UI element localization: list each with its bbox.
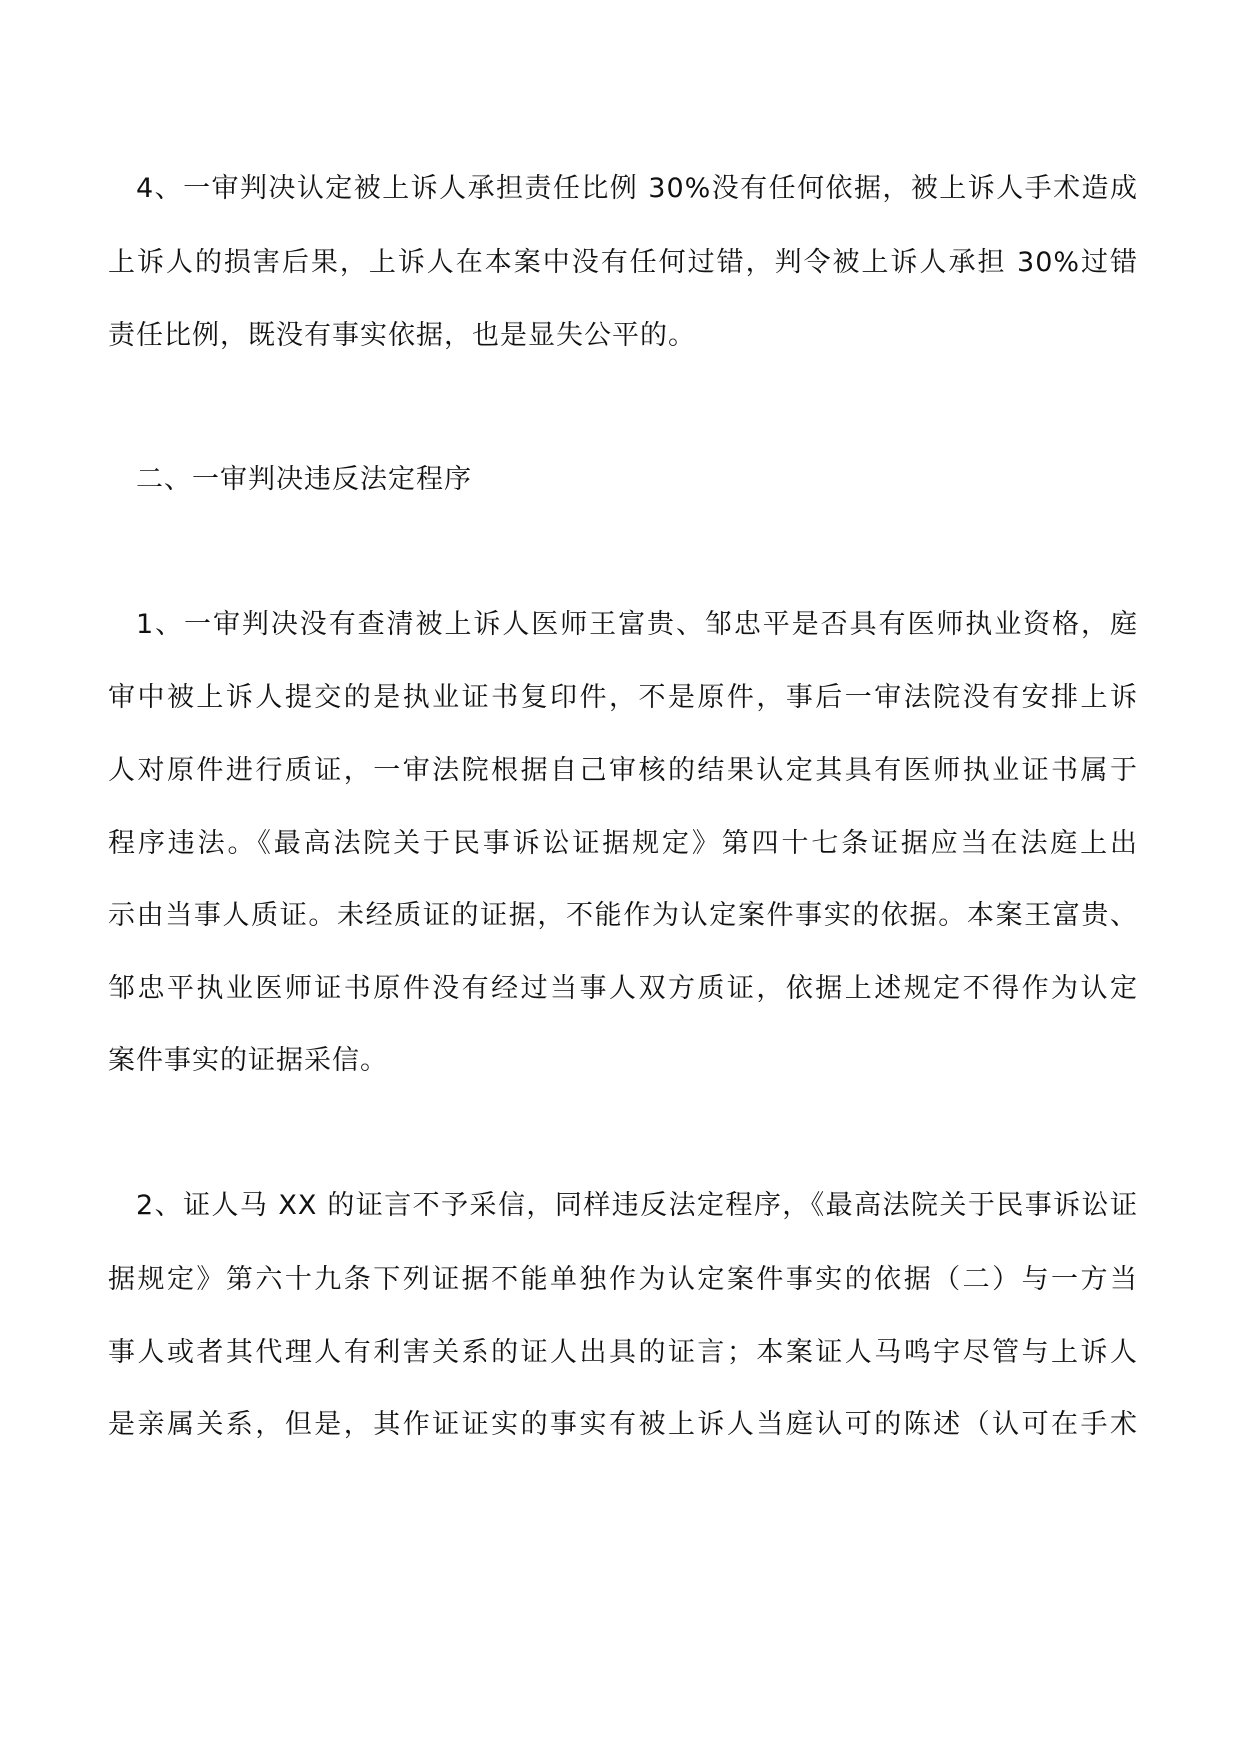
- paragraph-1-line-2: 审中被上诉人提交的是执业证书复印件，不是原件，事后一审法院没有安排上诉: [108, 682, 1138, 713]
- paragraph-2-line-3: 事人或者其代理人有利害关系的证人出具的证言；本案证人马鸣宇尽管与上诉人: [108, 1337, 1138, 1368]
- paragraph-4-line-3: 责任比例，既没有事实依据，也是显失公平的。: [108, 320, 696, 351]
- paragraph-1-line-6: 邹忠平执业医师证书原件没有经过当事人双方质证，依据上述规定不得作为认定: [108, 973, 1138, 1004]
- section-heading-2: 二、一审判决违反法定程序: [136, 464, 472, 495]
- paragraph-2-line-2: 据规定》第六十九条下列证据不能单独作为认定案件事实的依据（二）与一方当: [108, 1264, 1138, 1295]
- paragraph-1-line-5: 示由当事人质证。未经质证的证据，不能作为认定案件事实的依据。本案王富贵、: [108, 900, 1138, 931]
- paragraph-4-line-1: 4、一审判决认定被上诉人承担责任比例 30%没有任何依据，被上诉人手术造成: [136, 173, 1138, 204]
- paragraph-1-line-7: 案件事实的证据采信。: [108, 1045, 388, 1076]
- paragraph-1-line-3: 人对原件进行质证，一审法院根据自己审核的结果认定其具有医师执业证书属于: [108, 755, 1138, 786]
- paragraph-1-line-4: 程序违法。《最高法院关于民事诉讼证据规定》第四十七条证据应当在法庭上出: [108, 828, 1138, 859]
- paragraph-2-line-1: 2、证人马 XX 的证言不予采信，同样违反法定程序，《最高法院关于民事诉讼证: [136, 1190, 1138, 1221]
- paragraph-4-line-2: 上诉人的损害后果，上诉人在本案中没有任何过错，判令被上诉人承担 30%过错: [108, 247, 1138, 278]
- paragraph-2-line-4: 是亲属关系，但是，其作证证实的事实有被上诉人当庭认可的陈述（认可在手术: [108, 1409, 1138, 1440]
- paragraph-1-line-1: 1、一审判决没有查清被上诉人医师王富贵、邹忠平是否具有医师执业资格，庭: [136, 609, 1138, 640]
